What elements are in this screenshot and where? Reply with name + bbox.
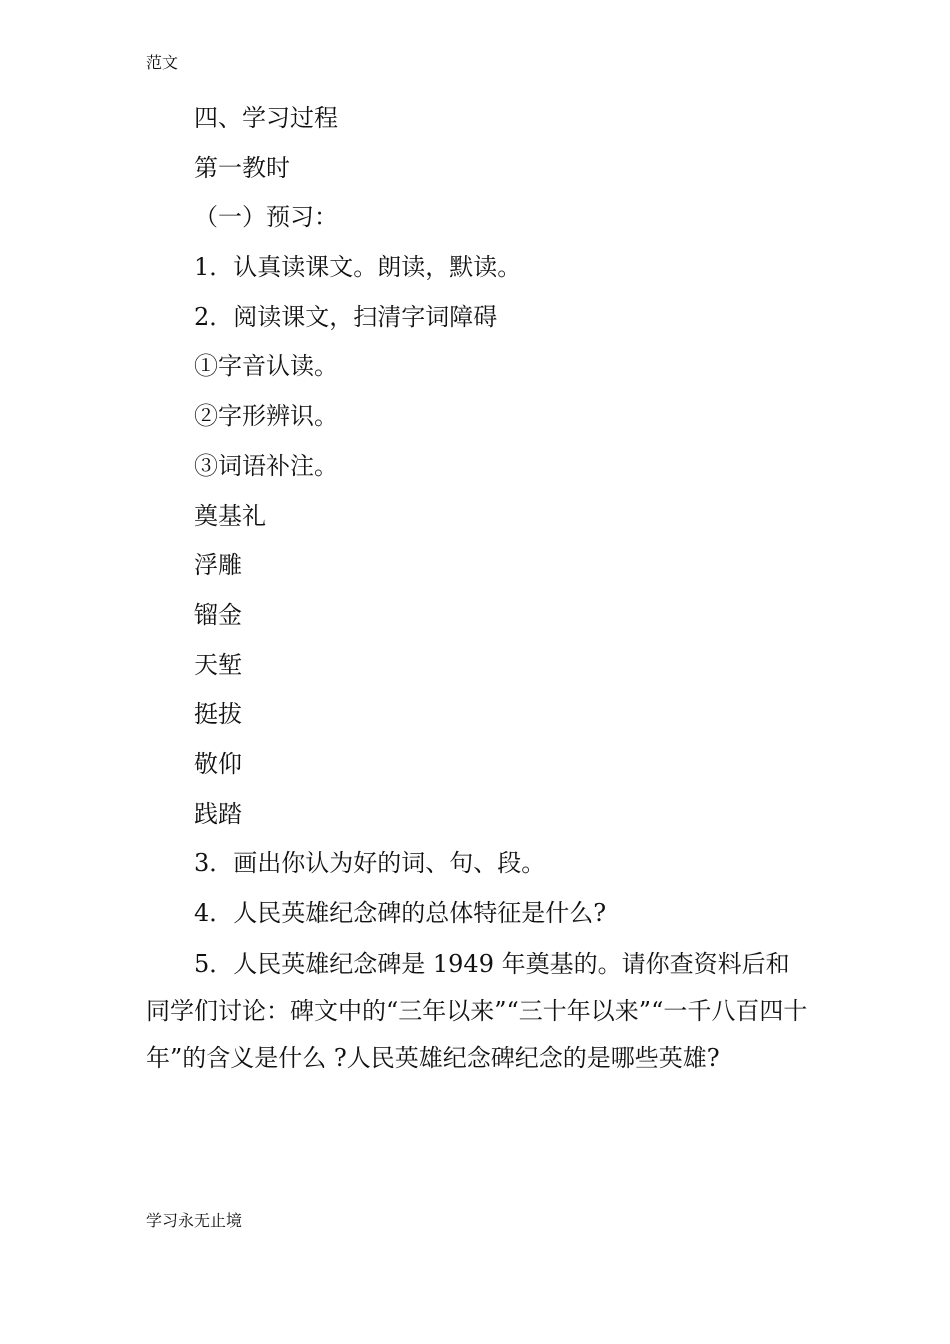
list-item: 1．认真读课文。朗读，默读。: [194, 253, 522, 282]
vocabulary-word: 敬仰: [194, 749, 242, 778]
document-body: [146, 94, 808, 1082]
page-header: 范文: [146, 53, 179, 72]
list-item: 3．画出你认为好的词、句、段。: [194, 849, 546, 878]
vocabulary-word: 天堑: [194, 650, 242, 679]
vocabulary-word: 奠基礼: [194, 501, 266, 530]
list-item: ②字形辨识。: [194, 402, 338, 431]
list-item: 2．阅读课文，扫清字词障碍: [194, 302, 498, 331]
section-heading: 四、学习过程: [194, 104, 338, 132]
subsection-heading: （一）预习：: [194, 203, 338, 232]
list-item: ①字音认读。: [194, 352, 338, 381]
list-item: 4．人民英雄纪念碑的总体特征是什么?: [194, 899, 607, 927]
discussion-paragraph: 5．人民英雄纪念碑是 1949 年奠基的。请你查资料后和同学们讨论：碑文中的“三年以来”“三十年以来”“一千八百四十年”的含义是什么 ?人民英雄纪念碑纪念的是哪些英雄?: [146, 949, 808, 1072]
vocabulary-word: 浮雕: [194, 551, 242, 580]
lesson-title: 第一教时: [194, 153, 290, 182]
vocabulary-word: 挺拔: [194, 700, 242, 729]
vocabulary-word: 践踏: [194, 799, 242, 828]
vocabulary-word: 镏金: [194, 600, 242, 629]
page-footer: 学习永无止境: [146, 1211, 243, 1230]
list-item: ③词语补注。: [194, 451, 338, 480]
